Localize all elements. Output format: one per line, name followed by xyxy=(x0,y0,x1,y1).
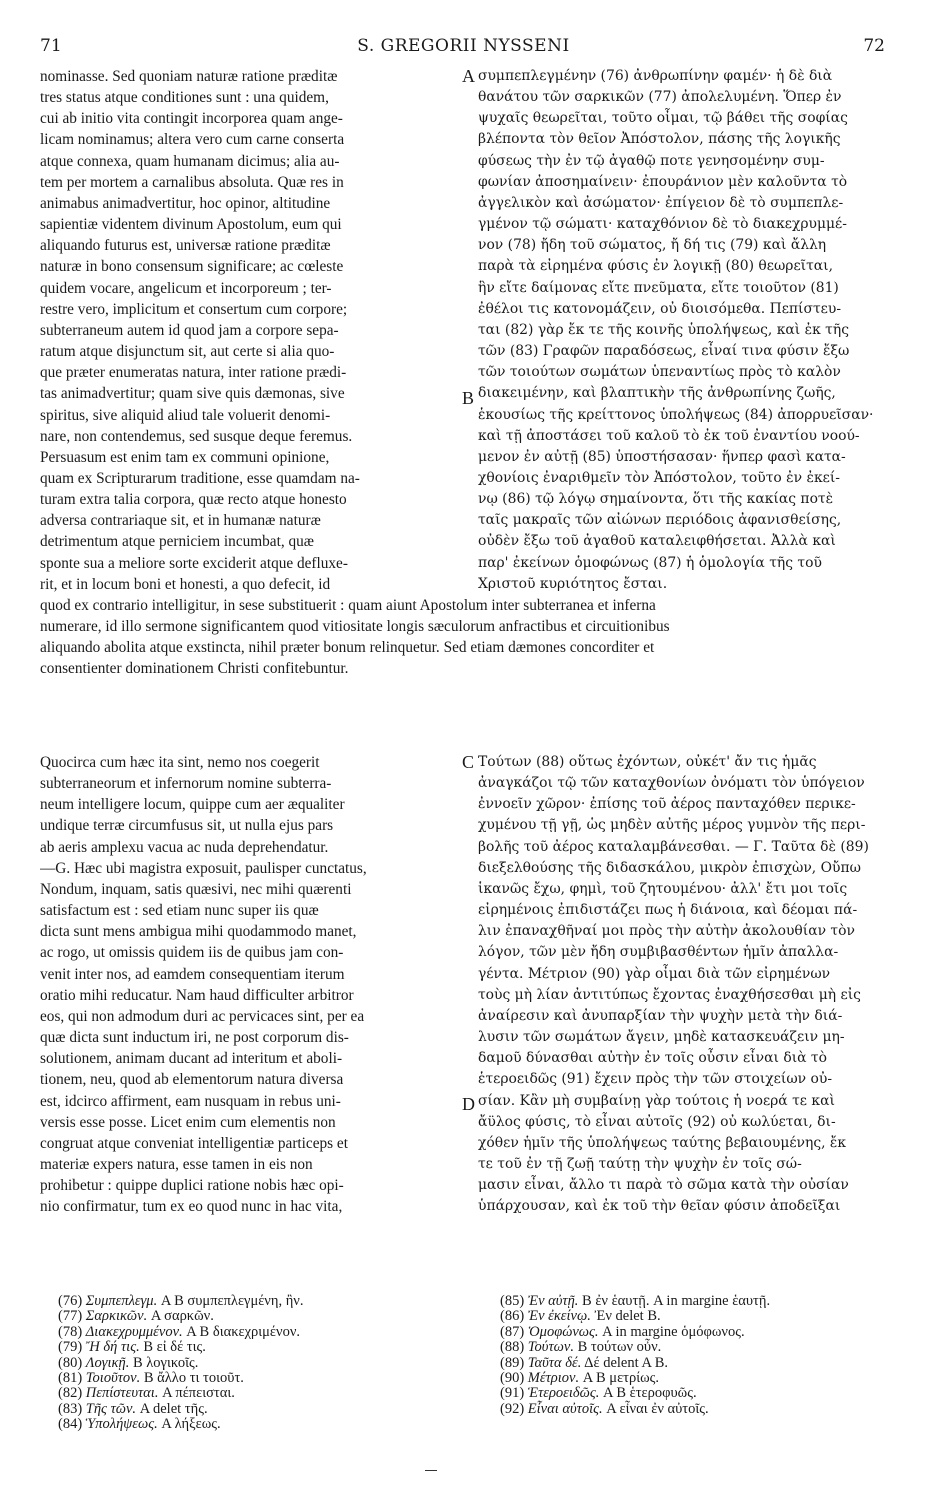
latin-text-line: —G. Hæc ubi magistra exposuit, paulisper cunctatus, xyxy=(40,859,367,877)
latin-text-line: quod ex contrario intelligitur, in sese substituerit : quam aiunt Apostolum inter subterranea et inferna xyxy=(40,597,656,614)
footnote-number: (83) xyxy=(58,1400,83,1417)
latin-text-line: que præter enumeratas natura, inter ratione prædi- xyxy=(40,364,347,382)
footnote-reading: B ἐν ἑαυτῇ. A in margine ἑαυτῇ. xyxy=(582,1293,771,1309)
greek-text-line: ἣν εἴτε δαίμονας εἴτε πνεῦματα, εἴτε τοιοῦτον (81) xyxy=(478,279,839,296)
latin-text-line: aliquando futurus est, universæ ratione præditæ xyxy=(40,237,331,255)
footnote-lemma: Πεπίστευται. xyxy=(85,1385,159,1402)
greek-text-line: ἑτεροειδῶς (91) ἔχειν πρὸς τὴν τῶν στοιχείων οὐ- xyxy=(478,1071,833,1088)
latin-text-line: materiæ expers natura, esse tamen in eis non xyxy=(40,1155,313,1173)
footnote xyxy=(500,1309,900,1324)
footnote-number: (86) xyxy=(500,1308,525,1325)
footnote-lemma: Ἐν ἐκείνῳ. xyxy=(527,1308,591,1325)
footnote-reading: A λήξεως. xyxy=(161,1416,221,1433)
footnote-number: (82) xyxy=(58,1385,83,1402)
latin-text-line: detrimentum atque perniciem incumbat, quæ xyxy=(40,533,314,551)
footnote xyxy=(58,1402,438,1417)
latin-column-bottom xyxy=(40,752,458,1217)
latin-text-line: Persuasum est enim tam ex communi opinione, xyxy=(40,448,330,466)
latin-text-line: ab aeris amplexu vacua ac nuda deprehendatur. xyxy=(40,838,329,856)
footnote-lemma: Συμπεπλεγμ. xyxy=(85,1293,158,1309)
latin-text-line: nio confirmatur, tum ex eo quod nunc in hac vita, xyxy=(40,1198,343,1216)
footnote-lemma: Ὑπολήψεως. xyxy=(85,1416,158,1433)
margin-marker-c: C xyxy=(462,752,475,772)
greek-text-line: μασιν εἶναι, ἄλλο τι παρὰ τὸ σῶμα κατὰ τὴν οὐσίαν xyxy=(478,1177,849,1194)
footnote-lemma: Εἶναι αὐτοῖς. xyxy=(527,1400,603,1417)
latin-text-line: turam extra talia corpora, quæ recto atque honesto xyxy=(40,491,347,509)
latin-text-line: neum intelligere locum, quippe cum aer æqualiter xyxy=(40,796,345,814)
greek-text-line: ἀναίρεσιν καὶ ἀνυπαρξίαν τὴν ψυχὴν μετὰ τὴν διά- xyxy=(478,1007,843,1024)
latin-text-line: satisfactum est : sed etiam nunc super iis quæ xyxy=(40,902,319,920)
latin-text-line: solutionem, animam ducant ad interitum et aboli- xyxy=(40,1050,343,1068)
latin-text-line: est, idcirco affirment, eam nusquam in rebus uni- xyxy=(40,1092,341,1110)
footnote-lemma: Λογικῇ. xyxy=(85,1354,130,1371)
latin-text-line: ratum atque disjunctum sit, aut certe si alia quo- xyxy=(40,343,335,361)
footnote xyxy=(58,1294,438,1309)
footnote-reading: A σαρκῶν. xyxy=(150,1308,214,1325)
footnotes-right xyxy=(500,1294,900,1417)
greek-text-line: ἀναγκάζοι τῷ τῶν καταχθονίων ὀνόματι τὸν ὑπόγειον xyxy=(478,775,865,792)
greek-text-line: φωνίαν ἀποσημαίνειν· ἐπουράνιον μὲν καλοῦντα τὸ xyxy=(478,173,848,190)
footnote-number: (81) xyxy=(58,1370,83,1387)
greek-text-line: ἐθέλοι τις κατονομάζειν, οὐ διοισόμεθα. Πεπίστευ- xyxy=(478,300,842,317)
latin-text-line: numerare, id illo sermone significantem quod vitiositate longis sæculorum anfractibus et circuitionibus xyxy=(40,618,670,636)
latin-text-line: prohibetur : quippe duplici ratione nobis hæc opi- xyxy=(40,1177,344,1195)
footnote xyxy=(58,1386,438,1401)
greek-text-line: καὶ τῇ ἀποστάσει τοῦ καλοῦ τὸ ἐκ τοῦ ἐναντίου νοού- xyxy=(478,427,860,444)
greek-text-line: λυσιν τῶν σωμάτων ἄγειν, μηδὲ κατασκευάζειν μη- xyxy=(478,1029,845,1046)
page-number-right: 72 xyxy=(863,36,885,56)
footnote-lemma: Ἑτεροειδῶς. xyxy=(527,1385,600,1402)
latin-text-line: tionem, neu, quod ab elementorum natura diversa xyxy=(40,1071,344,1089)
latin-text-line: cui ab initio vita contingit incorporea quam ange- xyxy=(40,110,343,128)
footnote-number: (85) xyxy=(500,1293,525,1309)
footnote-number: (77) xyxy=(58,1308,83,1325)
footnote-number: (80) xyxy=(58,1354,83,1371)
greek-text-line: παρὰ τὰ εἰρημένα φύσις ἐν λογικῇ (80) θεωρεῖται, xyxy=(478,258,834,275)
latin-text-line: nominasse. Sed quoniam naturæ ratione præditæ xyxy=(40,68,338,85)
footnote-lemma: Ὁμοφώνως. xyxy=(527,1323,599,1340)
footnote-reading: Ἐν delet B. xyxy=(594,1308,661,1325)
greek-text-line: χυμένου τῇ γῇ, ὡς μηδὲν αὐτῆς μέρος γυμνὸν τῆς περι- xyxy=(478,817,866,834)
footnote xyxy=(500,1325,900,1340)
greek-text-line: βολῆς τοῦ ἀέρος καταλαμβάνεσθαι. — Γ. Ταῦτα δὲ (89) xyxy=(478,838,869,855)
latin-text-line: quidem vocare, angelicum et incorporeum ; ter- xyxy=(40,279,332,297)
footnote-lemma: Ἐν αὐτῇ. xyxy=(527,1293,579,1309)
greek-text-line: νον (78) ἤδη τοῦ σώματος, ἤ δή τις (79) καὶ ἄλλη xyxy=(478,237,827,254)
running-title: S. GREGORII NYSSENI xyxy=(357,36,570,56)
greek-text-line: δαμοῦ δύνασθαι αὐτὴν ἐν τοῖς οὖσιν εἶναι διὰ τὸ xyxy=(478,1050,827,1067)
greek-text-line: Χριστοῦ κυριότητος ἔσται. xyxy=(478,575,668,592)
footnote-number: (78) xyxy=(58,1323,83,1340)
latin-text-line: nare, non contendemus, sed susque deque feremus. xyxy=(40,427,353,445)
greek-text-line: τε τοῦ ἐν τῇ ζωῇ ταύτῃ τὴν ψυχὴν ἐν τοῖς σώ- xyxy=(478,1155,802,1172)
footnote xyxy=(500,1402,900,1417)
footnote-lemma: Ταῦτα δέ. xyxy=(527,1354,582,1371)
footnote-reading: A B ἑτεροφυῶς. xyxy=(603,1385,697,1402)
footnote-number: (91) xyxy=(500,1385,525,1402)
greek-text-line: Τούτων (88) οὕτως ἐχόντων, οὐκέτ' ἄν τις ἡμᾶς xyxy=(478,754,817,770)
footnote xyxy=(58,1340,438,1355)
greek-text-line: ἱκανῶς ἔχω, φημὶ, τοῦ ζητουμένου· ἀλλ' ἔτι μοι τοῖς xyxy=(478,880,848,897)
latin-text-line: adversa contrariaque sit, et in humanæ naturæ xyxy=(40,512,321,530)
latin-text-line: venit inter nos, ad eamdem consequentiam iterum xyxy=(40,965,345,983)
greek-text-line: συμπεπλεγμένην (76) ἀνθρωπίνην φαμέν· ἡ δὲ διὰ xyxy=(478,68,833,84)
latin-text-line: tres status atque conditiones sunt : una quidem, xyxy=(40,89,329,107)
greek-text-line: οὐδὲν ἔξω τοῦ ἀγαθοῦ καταλειφθήσεται. Ἀλλὰ καὶ xyxy=(478,533,836,550)
greek-text-line: ται (82) γὰρ ἔκ τε τῆς κοινῆς ὑπολήψεως, καὶ ἐκ τῆς xyxy=(478,321,849,338)
latin-text-line: tem per mortem a carnalibus absoluta. Quæ res in xyxy=(40,173,344,191)
footnote xyxy=(58,1371,438,1386)
footnote-reading: B λογικοῖς. xyxy=(132,1354,199,1371)
greek-text-line: γμένον τῷ σώματι· καταχθόνιον δὲ τὸ διακεχρυμμέ- xyxy=(478,216,847,233)
greek-text-line: χθονίοις ἐναριθμεῖν τὸν Ἀπόστολον, τοῦτο ἐν ἐκεί- xyxy=(478,469,840,486)
latin-text-line: Nondum, inquam, satis quæsivi, nec mihi quærenti xyxy=(40,880,352,898)
footnote-reading: B εἰ δέ τις. xyxy=(143,1339,206,1356)
latin-text-line: sapientiæ videntem divinum Apostolum, eum qui xyxy=(40,216,342,234)
footnote-reading: A B διακεχριμένον. xyxy=(186,1323,301,1340)
greek-text-line: γέντα. Μέτριον (90) γὰρ οἶμαι διὰ τῶν εἰρημένων xyxy=(478,965,831,982)
footnote-number: (88) xyxy=(500,1339,525,1356)
latin-text-line: sponte sua a meliore sorte exciderit atque defluxe- xyxy=(40,554,348,572)
footnote xyxy=(500,1386,900,1401)
footnote xyxy=(58,1325,438,1340)
greek-text-line: ταῖς μακραῖς τῶν αἰώνων περιόδοις ἀφανισθείσης, xyxy=(478,512,842,529)
greek-text-line: ἀγγελικὸν καὶ ἀσώματον· ἐπίγειον δὲ τὸ συμπεπλε- xyxy=(478,194,844,211)
latin-text-line: subterraneorum et infernorum nomine subterra- xyxy=(40,775,332,793)
footnote xyxy=(58,1356,438,1371)
greek-text-line: λόγον, τῶν μὲν ἤδη συμβιβασθέντων ἡμῖν ἀπαλλα- xyxy=(478,944,839,961)
footnote-number: (89) xyxy=(500,1354,525,1371)
greek-text-line: τοὺς μὴ λίαν ἀντιτύπως ἔχοντας ἐναχθήσεσθαι μὴ εἰς xyxy=(478,986,861,1003)
footnote-number: (79) xyxy=(58,1339,83,1356)
latin-text-line: ac rogo, ut omissis quidem iis de quibus jam con- xyxy=(40,944,344,962)
footnote-reading: A B συμπεπλεγμένη, ἢν. xyxy=(160,1293,304,1309)
latin-column-top xyxy=(40,66,458,595)
latin-text-line: subterraneum autem id quod jam a corpore sepa- xyxy=(40,321,339,339)
footnotes-left xyxy=(58,1294,438,1433)
footnote-number: (84) xyxy=(58,1416,83,1433)
latin-full-width-paragraph xyxy=(40,595,892,680)
latin-text-line: tas animadvertitur; quam sive quis dæmonas, sive xyxy=(40,385,345,403)
footnote xyxy=(500,1356,900,1371)
footnote-number: (87) xyxy=(500,1323,525,1340)
latin-text-line: undique terræ circumfusus sit, ut nulla ejus pars xyxy=(40,817,334,835)
footnote-lemma: Σαρκικῶν. xyxy=(85,1308,148,1325)
latin-text-line: oratio mihi reducatur. Nam haud difficulter arbitror xyxy=(40,986,354,1004)
footnote-reading: A in margine ὁμόφωνος. xyxy=(602,1323,745,1340)
greek-text-line: ἐννοεῖν χῶρον· ἐπίσης τοῦ ἀέρος πανταχόθεν περικε- xyxy=(478,796,856,813)
greek-text-line: εἰρημένοις ἐπιδιστάζει πως ἡ διάνοια, καὶ δέομαι πά- xyxy=(478,902,858,919)
footnote-lemma: Τῆς τῶν. xyxy=(85,1400,137,1417)
latin-text-line: rit, et in locum boni et honesti, a quo defecit, id xyxy=(40,575,331,593)
greek-text-line: ὑπάρχουσαν, καὶ ἐκ τοῦ τὴν θεῖαν φύσιν ἀποδεῖξαι xyxy=(478,1198,841,1215)
footnote-reading: B τούτων οὖν. xyxy=(577,1339,662,1356)
footnote-lemma: Μέτριον. xyxy=(527,1370,580,1387)
latin-text-line: licam nominamus; altera vero cum carne conserta xyxy=(40,131,345,149)
latin-text-line: quæ dicta sunt inductum iri, ne post corporum dis- xyxy=(40,1029,349,1047)
greek-text-line: χόθεν ἡμῖν τῆς ὑπολήψεως ταύτης βεβαιουμένης, ἔκ xyxy=(478,1134,847,1151)
footnote xyxy=(500,1371,900,1386)
footnote-number: (76) xyxy=(58,1293,83,1309)
latin-text-line: eos, qui non admodum duri ac pervicaces sint, per ea xyxy=(40,1007,365,1025)
latin-text-line: quam ex Scripturarum traditione, esse quamdam na- xyxy=(40,469,360,487)
page-foot-rule xyxy=(425,1470,437,1471)
footnote-lemma: Τοιοῦτον. xyxy=(85,1370,141,1387)
footnote-lemma: Τούτων. xyxy=(527,1339,574,1356)
greek-text-line: παρ' ἐκείνων ὁμοφώνως (87) ἡ ὁμολογία τῆς τοῦ xyxy=(478,554,822,571)
footnote-reading: A B μετρίως. xyxy=(582,1370,660,1387)
latin-text-line: spiritus, sive aliquid aliud tale voluerit denomi- xyxy=(40,406,331,424)
latin-text-line: animabus animadvertitur, hoc opinor, altitudine xyxy=(40,194,331,212)
footnote-reading: Δέ delent A B. xyxy=(584,1354,669,1371)
greek-column-top xyxy=(478,66,892,595)
margin-marker-b: B xyxy=(462,388,475,408)
greek-column-bottom xyxy=(478,752,892,1217)
footnote-reading: A εἶναι ἐν αὐτοῖς. xyxy=(606,1400,709,1417)
greek-text-line: λιν ἐπαναχθῆναί μοι πρὸς τὴν αὐτὴν ἀκολουθίαν τὸν xyxy=(478,923,855,940)
page-header xyxy=(0,36,927,64)
footnote xyxy=(58,1417,438,1432)
footnote xyxy=(58,1309,438,1324)
page-number-left: 71 xyxy=(40,36,62,56)
footnote-reading: A delet τῆς. xyxy=(139,1400,208,1417)
margin-marker-a: A xyxy=(462,66,475,86)
latin-text-line: congruat atque conveniat intelligentiæ particeps et xyxy=(40,1134,348,1152)
greek-text-line: τῶν (83) Γραφῶν παραδόσεως, εἶναί τινα φύσιν ἔξω xyxy=(478,343,850,360)
latin-text-line: versis esse posse. Licet enim cum elementis non xyxy=(40,1113,336,1131)
latin-text-line: naturæ in bono consensum significare; ac cœleste xyxy=(40,258,344,276)
greek-text-line: μενον ἐν αὐτῇ (85) ὑποστήσασαν· ἥνπερ φασὶ κατα- xyxy=(478,448,846,465)
latin-text-line: dicta sunt mens ambigua mihi quodammodo manet, xyxy=(40,923,357,941)
latin-text-line: consentienter dominationem Christi confitebuntur. xyxy=(40,660,349,678)
footnote-reading: A πέπεισται. xyxy=(162,1385,235,1402)
greek-text-line: ψυχαῖς θεωρεῖται, τοῦτο οἶμαι, τῷ βάθει τῆς σοφίας xyxy=(478,110,848,127)
latin-text-line: Quocirca cum hæc ita sint, nemo nos coegerit xyxy=(40,754,320,771)
footnote-reading: B ἄλλο τι τοιοῦτ. xyxy=(143,1370,244,1387)
latin-text-line: restre vero, implicitum et consertum cum corpore; xyxy=(40,300,348,318)
greek-text-line: διεξελθούσης τῆς διδασκάλου, μικρὸν ἐπισχὼν, Οὔπω xyxy=(478,859,861,876)
greek-text-line: βλέποντα τὸν θεῖον Ἀπόστολον, πάσης τῆς λογικῆς xyxy=(478,131,841,148)
latin-text-line: aliquando abolita atque exstincta, nihil præter bonum relinquetur. Sed etiam dæmones concorditer et xyxy=(40,639,655,657)
greek-text-line: νῳ (86) τῷ λόγῳ σημαίνοντα, ὅτι τῆς κακίας ποτὲ xyxy=(478,491,834,508)
margin-marker-d: D xyxy=(462,1094,475,1114)
footnote-lemma: Διακεχρυμμένον. xyxy=(85,1323,183,1340)
footnote-lemma: Ἤ δή τις. xyxy=(85,1339,140,1356)
greek-text-line: θανάτου τῶν σαρκικῶν (77) ἀπολελυμένη. Ὅπερ ἐν xyxy=(478,89,842,106)
footnote xyxy=(500,1294,900,1309)
greek-text-line: σίαν. Κἂν μὴ συμβαίνῃ γὰρ τούτοις ἡ νοερά τε καὶ xyxy=(478,1092,835,1109)
footnote-number: (92) xyxy=(500,1400,525,1417)
footnote xyxy=(500,1340,900,1355)
footnote-number: (90) xyxy=(500,1370,525,1387)
latin-text-line: atque connexa, quam humanam dicimus; alia au- xyxy=(40,152,340,170)
greek-text-line: ἑκουσίως τῆς κρείττονος ὑπολήψεως (84) ἀπορρυεῖσαν· xyxy=(478,406,874,423)
greek-text-line: τῶν τοιούτων σωμάτων ὑπεναντίως πρὸς τὸ καλὸν xyxy=(478,364,841,381)
greek-text-line: ἄϋλος φύσις, τὸ εἶναι αὐτοῖς (92) οὐ κωλύεται, δι- xyxy=(478,1113,836,1130)
greek-text-line: διακειμένην, καὶ βλαπτικὴν τῆς ἀνθρωπίνης ζωῆς, xyxy=(478,385,836,402)
greek-text-line: φύσεως τὴν ἐν τῷ ἀγαθῷ ποτε γενησομένην συμ- xyxy=(478,152,825,169)
